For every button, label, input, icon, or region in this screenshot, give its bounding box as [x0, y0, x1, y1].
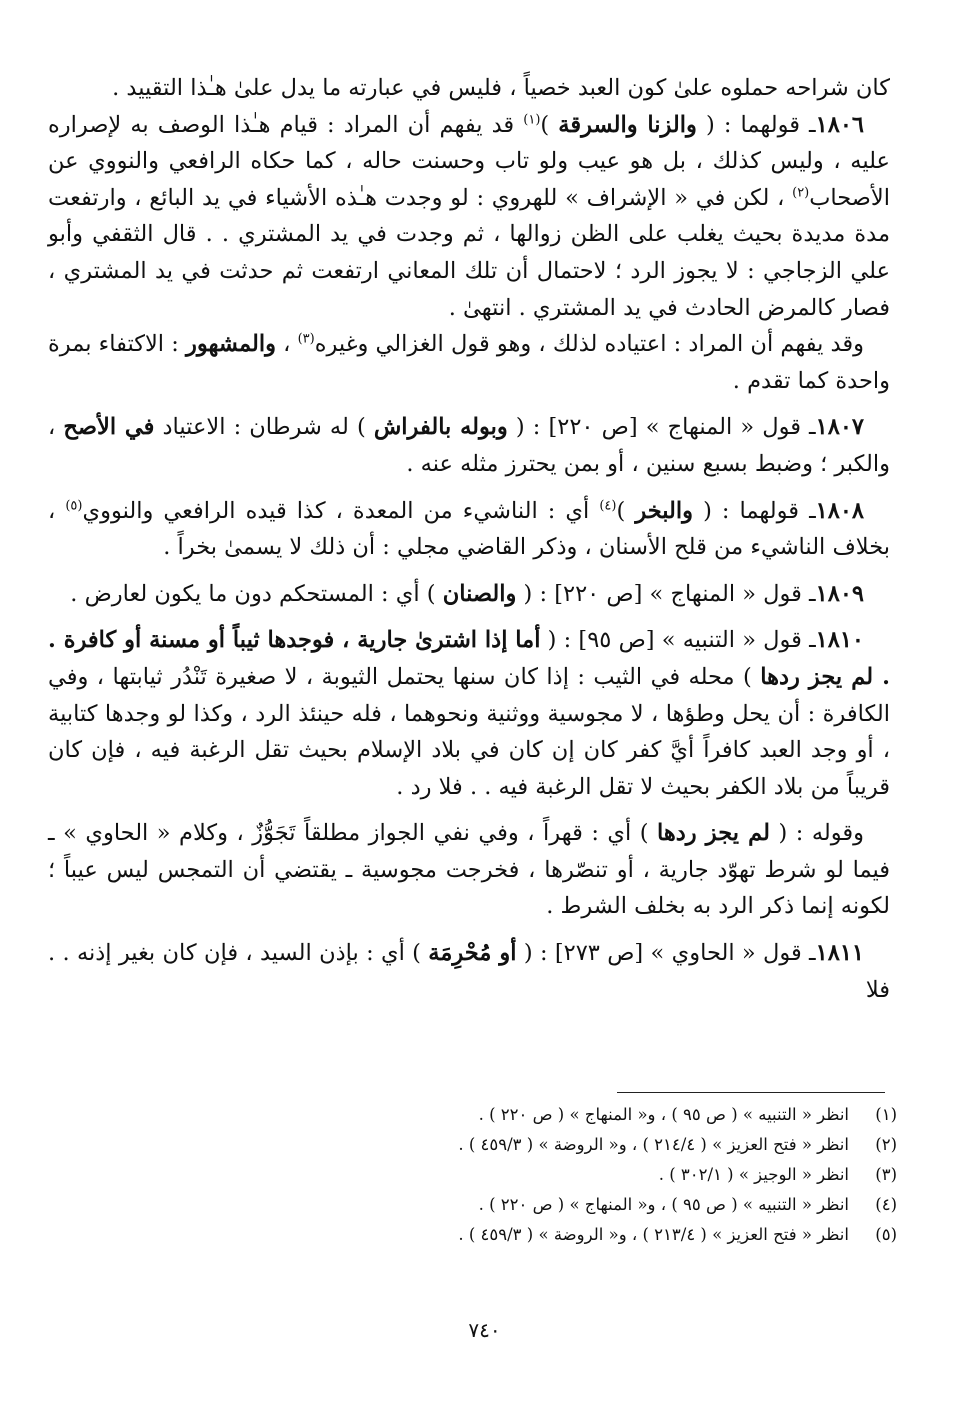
main-text	[48, 70, 890, 1008]
text-run: ـ قول « المنهاج » [ص ٢٢٠] : (	[516, 580, 816, 607]
entry-number: ١٨٠٧	[815, 414, 864, 441]
entry-number: ١٨١١	[815, 940, 864, 967]
footnote-number: (٤)	[875, 1195, 897, 1214]
paragraph-wa-qawluhu	[48, 815, 890, 925]
entry-number: ١٨٠٨	[815, 497, 865, 524]
footnote-number: (٥)	[875, 1225, 897, 1244]
text-run: أي : الناشيء من المعدة ، كذا قيده الرافعي والنووي	[82, 497, 600, 524]
text-run: ، والكبر ؛ وضبط بسبع سنين ، أو بمن يحترز مثله عنه .	[48, 414, 890, 477]
bold-term: في الأصح	[63, 414, 155, 441]
paragraph-ightiyad	[48, 326, 890, 399]
footnote-text: انظر « التنبيه » ( ص ٩٥ ) ، و« المنهاج » ( ص ٢٢٠ ) .	[478, 1105, 849, 1124]
page-number: ٧٤٠	[468, 1318, 501, 1342]
text-run: وقوله : (	[770, 820, 864, 847]
text-run: ، لكن في « الإشراف » للهروي : لو وجدت هـٰذه الأشياء في يد البائع ، وارتفعت مدة مديدة بحيث يغلب على الظن زوالها ، ثم وجدت في يد المشتري . . قال الثقفي وأبو علي الزجاجي : لا يجوز الرد ؛ لاحتمال أن تلك المعاني ارتفعت ثم حدثت في يد المشتري ، فصار كالمرض الحادث في يد المشتري . انتهىٰ .	[48, 184, 890, 321]
footnote-4	[117, 1190, 897, 1220]
text-run: كان شراحه حملوه علىٰ كون العبد خصياً ، فليس في عبارته ما يدل علىٰ هـٰذا التقييد .	[112, 75, 890, 101]
footnote-text: انظر « الوجيز » ( ٣٠٢/١ ) .	[658, 1165, 849, 1184]
text-run: ـ قولهما : (	[696, 111, 816, 138]
entry-1808	[48, 493, 890, 566]
footnote-number: (٣)	[875, 1165, 897, 1184]
entry-number: ١٨٠٦	[815, 111, 864, 138]
footnote-text: انظر « التنبيه » ( ص ٩٥ ) ، و« المنهاج » ( ص ٢٢٠ ) .	[478, 1195, 849, 1214]
quoted-text: والصنان	[442, 580, 517, 607]
bold-term: والمشهور	[186, 331, 276, 358]
quoted-text: أما إذا اشترىٰ جارية ، فوجدها ثيباً أو مسنة أو كافرة . . لم يجز ردها	[48, 627, 890, 690]
footnote-1	[117, 1100, 897, 1130]
paragraph-continuation	[48, 70, 890, 107]
footnote-text: انظر « فتح العزيز » ( ٢١٣/٤ ) ، و« الروضة » ( ٤٥٩/٣ ) .	[458, 1225, 849, 1244]
footnote-2	[117, 1130, 897, 1160]
entry-1811	[48, 935, 890, 1008]
footnote-ref[interactable]: (٥)	[65, 498, 83, 514]
text-run: ) أي : قهراً ، وفي نفي الجواز مطلقاً تَجَوُّزٌ ، وكلام « الحاوي » ـ فيما لو شرط تهوّد جارية ، أو تنصّرها ، فخرجت مجوسية ـ يقتضي أن التمجس ليس عيباً ؛ لكونه إنما ذكر الرد به بخلف الشرط .	[48, 820, 890, 920]
footnote-divider	[617, 1092, 885, 1093]
footnote-ref[interactable]: (٢)	[792, 185, 810, 201]
text-run: قد يفهم أن المراد : قيام هـٰذا الوصف به لإصراره عليه ، وليس كذلك ، بل هو عيب ولو تاب وحسنت حاله ، كما حكاه الرافعي والنووي عن الأصحاب	[48, 111, 890, 211]
footnote-number: (٢)	[875, 1135, 897, 1154]
text-run: ) محله في الثيب : إذا كان سنها يحتمل الثيوبة ، لا صغيرة تَنْدُر ثيابتها ، وفي الكافرة : أن يحل وطؤها ، لا مجوسية ووثنية ونحوهما ، فله حينئذ الرد ، وكذا لو وجدها كتابية ، أو وجد العبد كافراً أيَّ كفر كان إن كان في بلاد الإسلام بحيث تقل الرغبة فيه ، فإن كان قريباً من بلاد الكفر بحيث لا تقل الرغبة فيه . . فلا رد .	[48, 663, 890, 800]
quoted-text: وبوله بالفراش	[373, 414, 508, 441]
footnote-ref[interactable]: (٤)	[599, 498, 617, 514]
entry-number: ١٨٠٩	[815, 580, 864, 607]
text-run: ،	[275, 331, 298, 358]
text-run: ) أي : بإذن السيد ، فإن كان بغير إذنه . . فلا	[48, 940, 890, 1003]
text-run: ـ قول « الحاوي » [ص ٢٧٣] : (	[516, 940, 816, 967]
text-run: ) له شرطان : الاعتياد	[154, 414, 374, 441]
footnote-ref[interactable]: (٣)	[297, 331, 315, 347]
quoted-text: أو مُحْرِمَة	[428, 940, 517, 967]
entry-1806	[48, 107, 890, 327]
text-run: : الاكتفاء بمرة واحدة كما تقدم .	[48, 331, 890, 394]
text-run: وقد يفهم أن المراد : اعتياده لذلك ، وهو قول الغزالي وغيره	[314, 331, 864, 358]
entry-1809	[48, 576, 890, 613]
text-run: ـ قول « المنهاج » [ص ٢٢٠] : (	[507, 414, 816, 441]
footnote-number: (١)	[875, 1105, 897, 1124]
quoted-text: والزنا والسرقة	[558, 111, 697, 138]
footnote-ref[interactable]: (١)	[523, 112, 541, 128]
text-run: ـ قولهما : (	[693, 497, 816, 524]
text-run: )	[616, 497, 636, 524]
text-run: )	[540, 111, 559, 138]
entry-number: ١٨١٠	[815, 627, 865, 654]
entry-1807	[48, 409, 890, 482]
footnote-3	[117, 1160, 897, 1190]
entry-1810	[48, 622, 890, 805]
footnote-text: انظر « فتح العزيز » ( ٢١٤/٤ ) ، و« الروضة » ( ٤٥٩/٣ ) .	[458, 1135, 849, 1154]
quoted-text: لم يجز ردها	[657, 820, 770, 847]
footnotes	[117, 1100, 897, 1250]
quoted-text: والبخر	[635, 497, 694, 524]
text-run: ـ قول « التنبيه » [ص ٩٥] : (	[540, 627, 816, 654]
footnote-5	[117, 1220, 897, 1250]
text-run: ، بخلاف الناشيء من قلح الأسنان ، وذكر القاضي مجلي : أن ذلك لا يسمىٰ بخراً .	[48, 497, 890, 561]
text-run: ) أي : المستحكم دون ما يكون لعارض .	[70, 580, 443, 607]
